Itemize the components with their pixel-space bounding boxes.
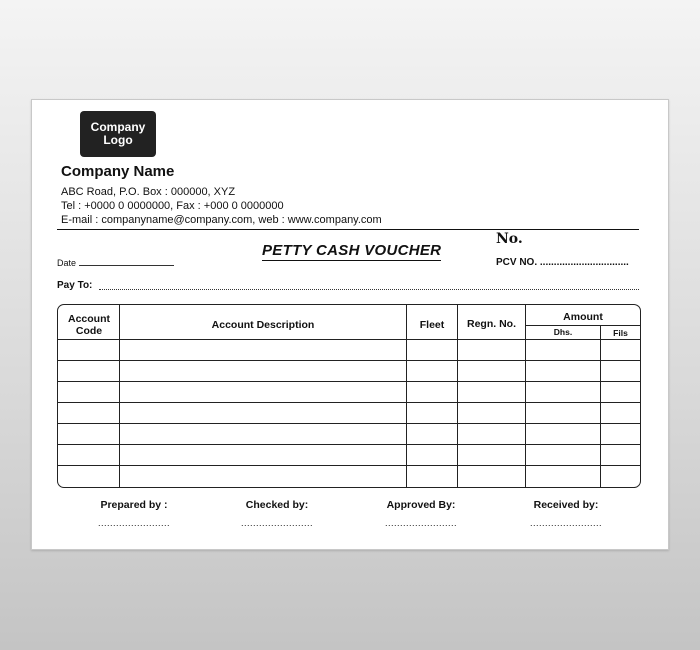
- voucher-table: [57, 304, 641, 488]
- company-name: Company Name: [61, 163, 175, 180]
- approved-by-field[interactable]: ........................: [384, 518, 457, 528]
- header-amount: Amount: [563, 311, 603, 323]
- voucher-no-label: No.: [496, 231, 523, 247]
- col-divider: [406, 305, 407, 487]
- received-by-label: Received by:: [533, 499, 599, 511]
- prepared-by-field[interactable]: ........................: [97, 518, 170, 528]
- header-divider: [57, 229, 639, 230]
- row-divider: [58, 360, 640, 361]
- company-phone: Tel : +0000 0 0000000, Fax : +000 0 0000000: [61, 200, 284, 212]
- amount-subheader-divider: [525, 325, 640, 326]
- voucher-sheet: [31, 99, 669, 550]
- checked-by-label: Checked by:: [245, 499, 309, 511]
- header-account-description: Account Description: [211, 319, 315, 331]
- company-address: ABC Road, P.O. Box : 000000, XYZ: [61, 186, 236, 198]
- company-contact: E-mail : companyname@company.com, web : www.company.com: [61, 214, 382, 226]
- header-dhs: Dhs.: [553, 327, 573, 337]
- header-fleet: Fleet: [419, 319, 445, 331]
- company-logo: [80, 111, 156, 157]
- pay-to-field[interactable]: [99, 289, 639, 290]
- header-row-divider: [58, 339, 640, 340]
- prepared-by-label: Prepared by :: [100, 499, 168, 511]
- pay-to-label: Pay To:: [57, 280, 93, 291]
- logo-line-2: Logo: [103, 133, 133, 147]
- received-by-field[interactable]: ........................: [529, 518, 602, 528]
- header-account-code: Account Code: [68, 313, 110, 337]
- col-divider: [457, 305, 458, 487]
- col-divider: [600, 325, 601, 487]
- row-divider: [58, 465, 640, 466]
- voucher-title: PETTY CASH VOUCHER: [262, 242, 442, 259]
- logo-line-1: Company: [90, 120, 146, 134]
- row-divider: [58, 402, 640, 403]
- date-label: Date: [57, 258, 77, 268]
- row-divider: [58, 444, 640, 445]
- pcv-number-field[interactable]: PCV NO. ................................: [496, 257, 629, 268]
- col-divider: [119, 305, 120, 487]
- row-divider: [58, 423, 640, 424]
- approved-by-label: Approved By:: [386, 499, 456, 511]
- row-divider: [58, 381, 640, 382]
- header-fils: Fils: [613, 328, 628, 338]
- date-field[interactable]: [79, 265, 174, 266]
- header-regn-no: Regn. No.: [467, 318, 516, 330]
- checked-by-field[interactable]: ........................: [240, 518, 313, 528]
